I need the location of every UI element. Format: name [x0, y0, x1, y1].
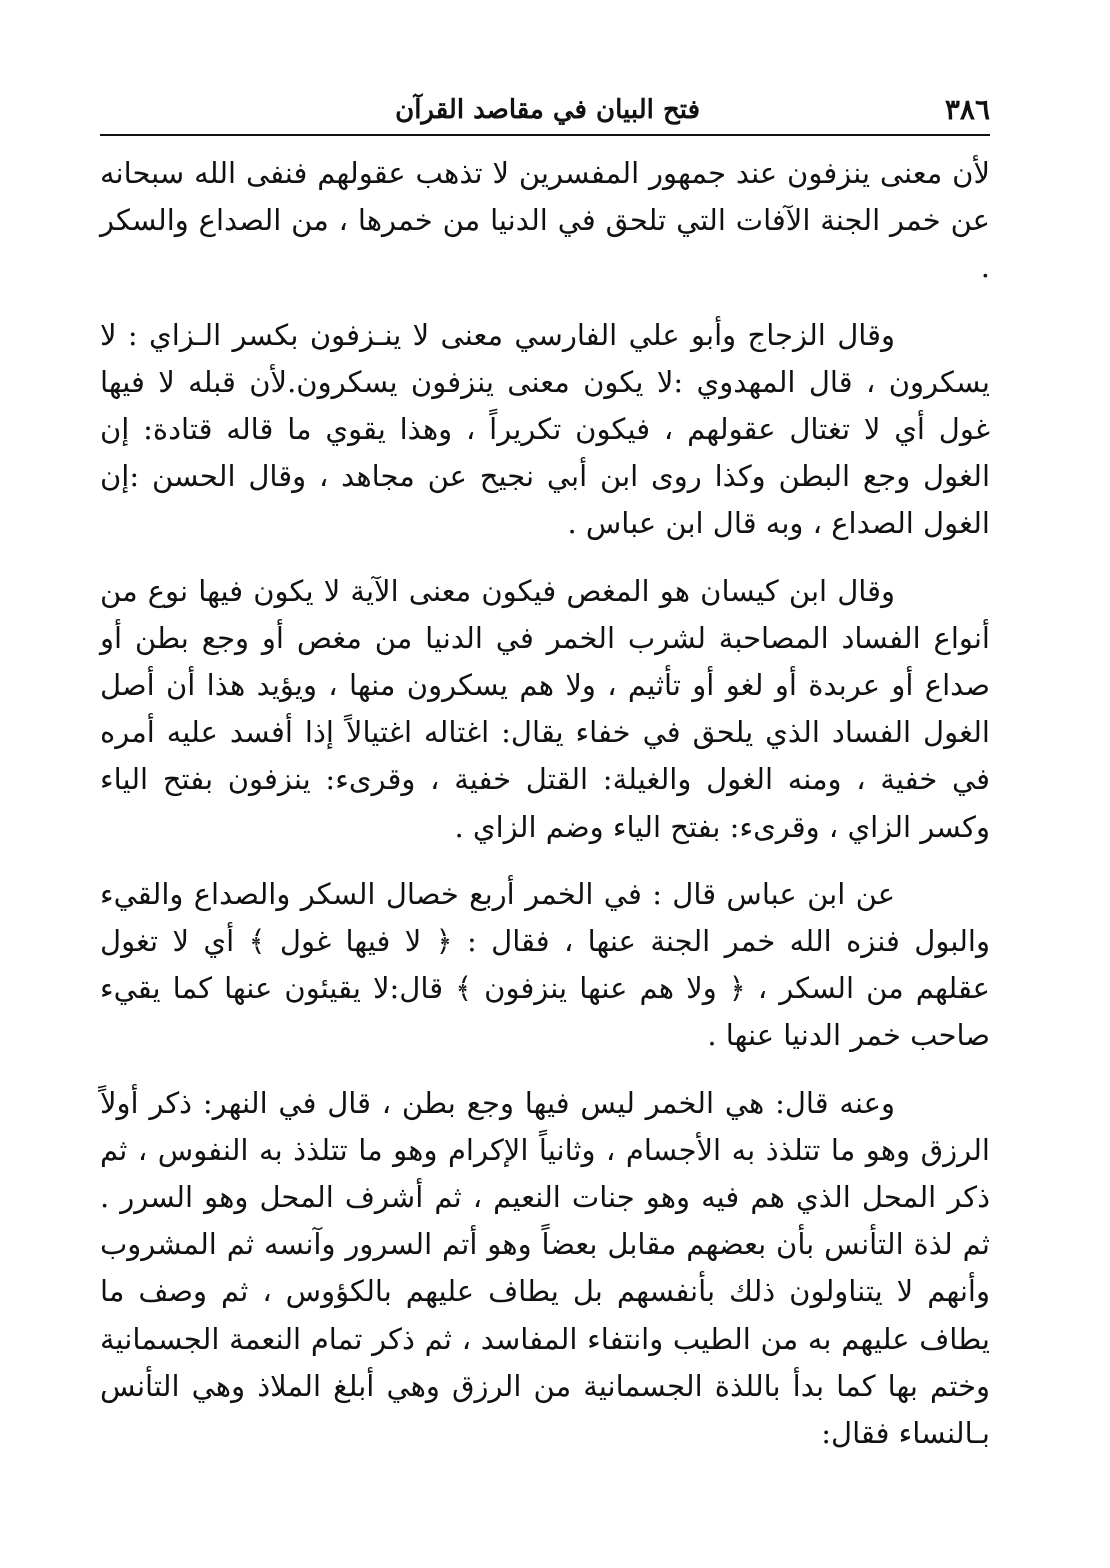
paragraph-3: وقال ابن كيسان هو المغص فيكون معنى الآية لا يكون فيها نوع من أنواع الفساد المصاحبة لشرب الخمر في الدنيا من مغص أو وجع بطن أو صداع أو عربدة أو لغو أو تأثيم ، ولا هم يسكرون منها ، ويؤيد هذا أن أصل الغول الفساد الذي يلحق في خفاء يقال: اغتاله اغتيالاً إذا أفسد عليه أمره في خفية ، ومنه الغول والغيلة: القتل خفية ، وقرىء: ينزفون بفتح الياء وكسر الزاي ، وقرىء: بفتح الياء وضم الزاي . — [100, 573, 990, 844]
page-header — [100, 90, 990, 136]
running-title: فتح البيان في مقاصد القرآن — [395, 95, 700, 125]
paragraph-2: وقال الزجاج وأبو علي الفارسي معنى لا ينـزفون بكسر الـزاي : لا يسكرون ، قال المهدوي :لا يكون معنى ينزفون يسكرون.لأن قبله لا فيها غول أي لا تغتال عقولهم ، فيكون تكريراً ، وهذا يقوي ما قاله قتادة: إن الغول وجع البطن وكذا روى ابن أبي نجيح عن مجاهد ، وقال الحسن :إن الغول الصداع ، وبه قال ابن عباس . — [100, 317, 990, 541]
page-number: ٣٨٦ — [944, 93, 990, 126]
paragraph-4: عن ابن عباس قال : في الخمر أربع خصال السكر والصداع والقيء والبول فنزه الله خمر الجنة عنها ، فقال : ﴿ لا فيها غول ﴾ أي لا تغول عقلهم من السكر ، ﴿ ولا هم عنها ينزفون ﴾ قال:لا يقيئون عنها كما يقيء صاحب خمر الدنيا عنها . — [100, 876, 990, 1053]
paragraph-5: وعنه قال: هي الخمر ليس فيها وجع بطن ، قال في النهر: ذكر أولاً الرزق وهو ما تتلذذ به الأجسام ، وثانياً الإكرام وهو ما تتلذذ به النفوس ، ثم ذكر المحل الذي هم فيه وهو جنات النعيم ، ثم أشرف المحل وهو السرر . ثم لذة التأنس بأن بعضهم مقابل بعضاً وهو أتم السرور وآنسه ثم المشروب وأنهم لا يتناولون ذلك بأنفسهم بل يطاف عليهم بالكؤوس ، ثم وصف ما يطاف عليهم به من الطيب وانتفاء المفاسد ، ثم ذكر تمام النعمة الجسمانية وختم بها كما بدأ باللذة الجسمانية من الرزق وهي أبلغ الملاذ وهي التأنس بـالنساء فقال: — [100, 1085, 990, 1451]
paragraph-1: لأن معنى ينزفون عند جمهور المفسرين لا تذهب عقولهم فنفى الله سبحانه عن خمر الجنة الآفات التي تلحق في الدنيا من خمرها ، من الصداع والسكر . — [100, 156, 990, 285]
body-text — [100, 150, 990, 1477]
